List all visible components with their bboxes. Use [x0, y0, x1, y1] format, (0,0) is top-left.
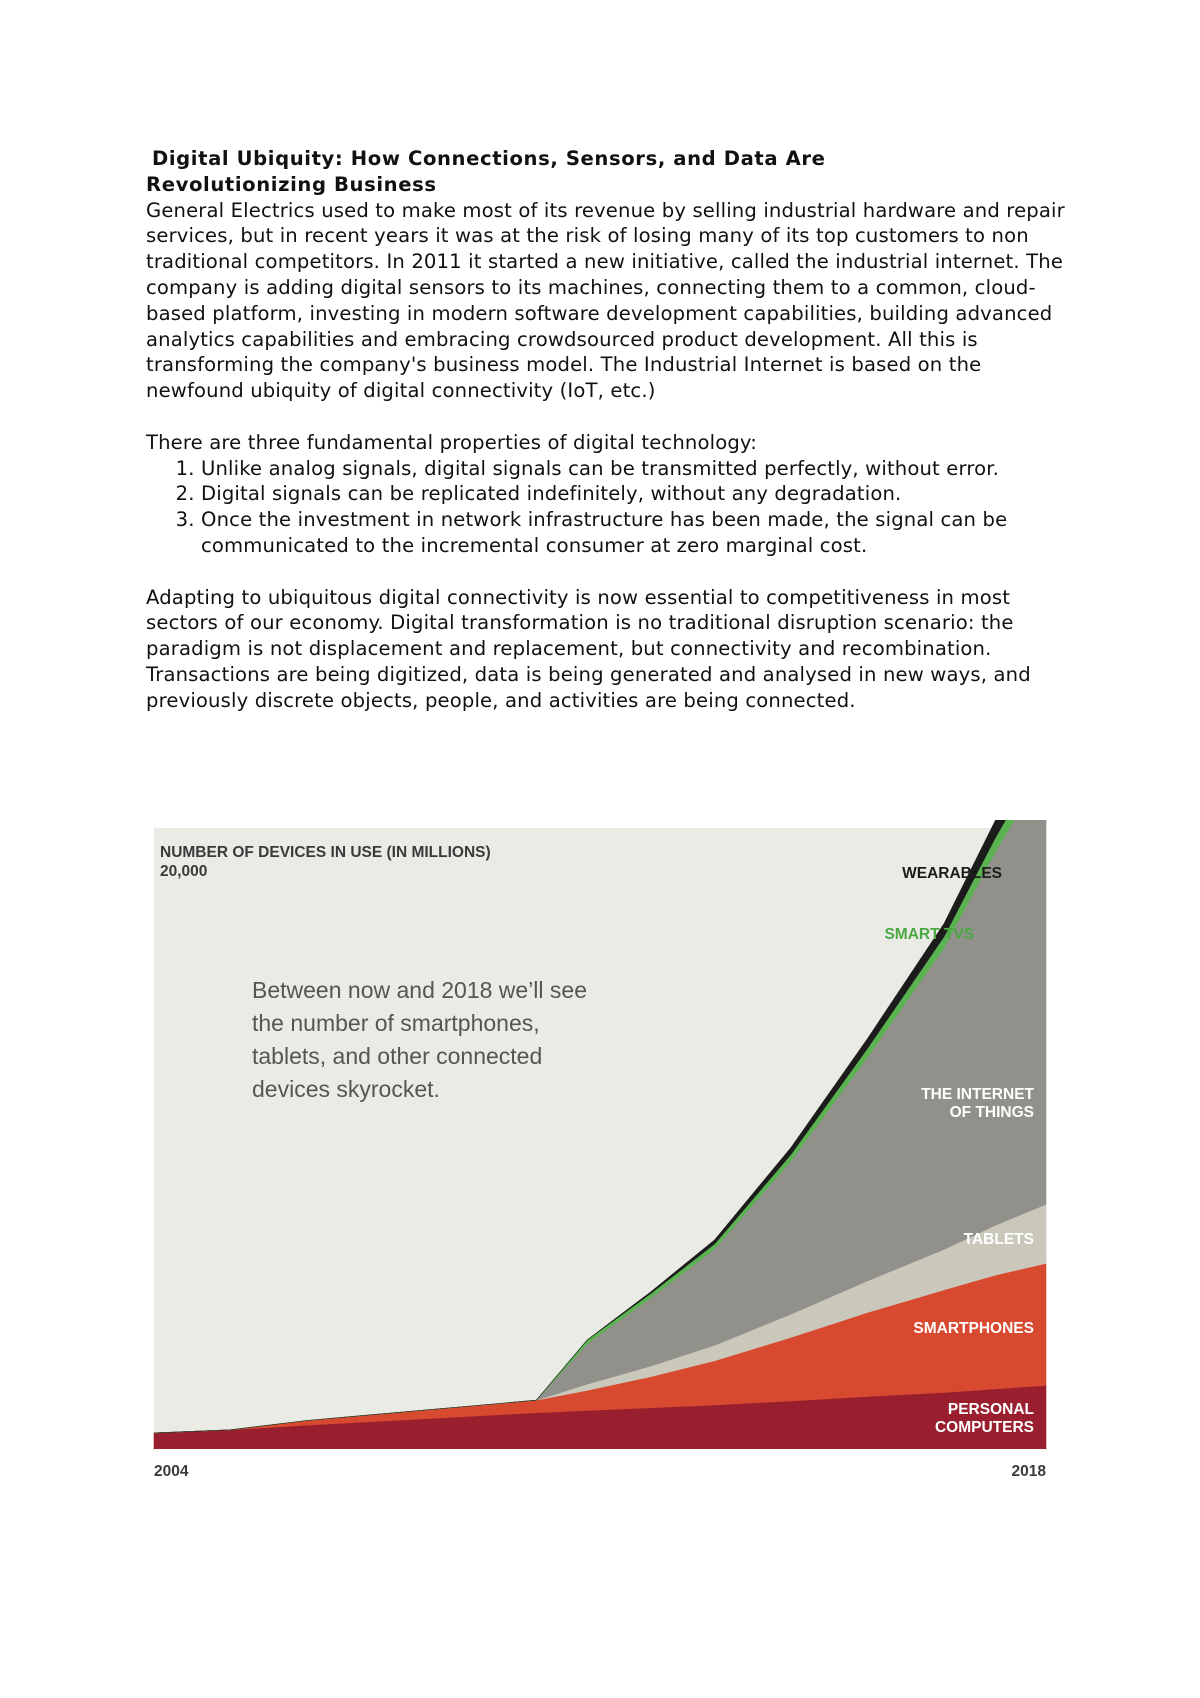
- devices-chart-svg: [150, 820, 1070, 1510]
- series-label-tablets: TABLETS: [963, 1231, 1034, 1248]
- document-title: [146, 146, 1076, 198]
- title-line-1: Digital Ubiquity: How Connections, Sensors, and Data Are: [152, 147, 826, 170]
- list-item: 3. Once the investment in network infrastructure has been made, the signal can be communicated to the incremental consumer at zero marginal cost.: [201, 507, 1076, 559]
- x-tick-label-start: 2004: [154, 1463, 189, 1480]
- series-label-personal-computers: COMPUTERS: [934, 1419, 1034, 1436]
- chart-title: NUMBER OF DEVICES IN USE (IN MILLIONS): [160, 844, 491, 861]
- series-label-personal-computers: PERSONAL: [947, 1401, 1034, 1418]
- chart-annotation-line: the number of smartphones,: [252, 1010, 540, 1036]
- list-intro: There are three fundamental properties of digital technology:: [146, 430, 758, 454]
- chart-annotation-line: devices skyrocket.: [252, 1076, 440, 1102]
- chart-annotation-line: tablets, and other connected: [252, 1043, 543, 1069]
- paragraph-conclusion: Adapting to ubiquitous digital connectivity is now essential to competitiveness in most sectors of our economy. Digital transformation is no traditional disruption scenario: the paradigm is not displacement and replacement, but connectivity and recombination. Transactions are being digitized, data is being generated and analysed in new ways, and previously discrete objects, people, and activities are being connected.: [146, 585, 1031, 712]
- x-tick-label-end: 2018: [1011, 1463, 1046, 1480]
- list-item: 1. Unlike analog signals, digital signals can be transmitted perfectly, without error.: [201, 456, 1076, 482]
- paragraph-intro: General Electrics used to make most of its revenue by selling industrial hardware and repair services, but in recent years it was at the risk of losing many of its top customers to non traditional competitors. In 2011 it started a new initiative, called the industrial internet. The company is adding digital sensors to its machines, connecting them to a common, cloud-based platform, investing in modern software development capabilities, building advanced analytics capabilities and embracing crowdsourced product development. All this is transforming the company's business model. The Industrial Internet is based on the newfound ubiquity of digital connectivity (IoT, etc.): [146, 198, 1065, 403]
- spacer: [146, 404, 1076, 430]
- list-item: 2. Digital signals can be replicated indefinitely, without any degradation.: [201, 481, 1076, 507]
- series-label-the-internet-of-things: THE INTERNET: [921, 1086, 1034, 1103]
- y-max-label: 20,000: [160, 863, 208, 880]
- properties-list: [146, 456, 1076, 559]
- title-line-2: Revolutionizing Business: [146, 172, 437, 196]
- series-label-wearables: WEARABLES: [902, 865, 1002, 882]
- series-label-smartphones: SMARTPHONES: [913, 1320, 1034, 1337]
- spacer: [146, 559, 1076, 585]
- series-label-the-internet-of-things: OF THINGS: [949, 1104, 1034, 1121]
- chart-annotation-line: Between now and 2018 we’ll see: [252, 977, 588, 1003]
- series-label-smart-tvs: SMART TVS: [884, 926, 974, 943]
- text-content: [146, 146, 1076, 714]
- devices-chart: [150, 820, 1070, 1510]
